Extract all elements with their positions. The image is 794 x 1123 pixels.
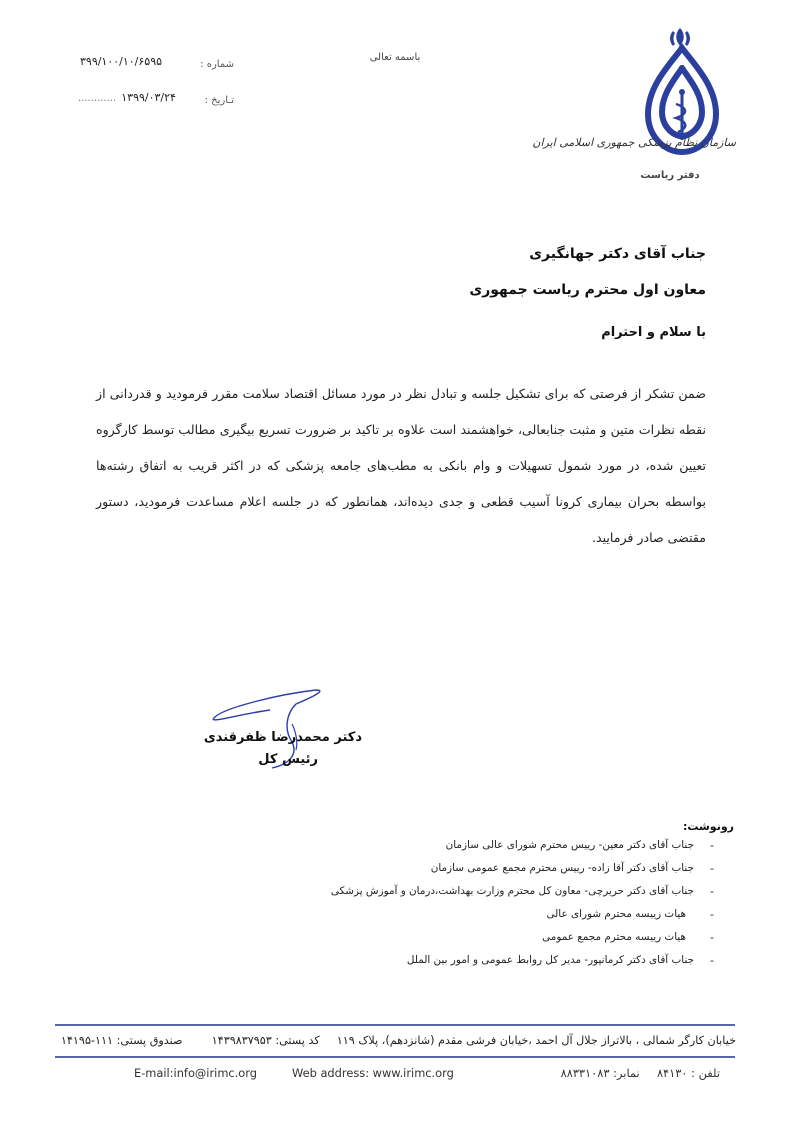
cc-item xyxy=(224,926,714,949)
fax: ۸۸۳۳۱۰۸۳ xyxy=(560,1066,610,1080)
postal-code-label: کد پستی: xyxy=(275,1034,320,1047)
footer-divider-2 xyxy=(55,1056,735,1058)
letter-body xyxy=(96,376,706,556)
date-label: تـاریخ : xyxy=(204,95,234,106)
office-name: دفتر ریاست xyxy=(640,170,700,181)
letter-date-value: ۱۳۹۹/۰۳/۲۴ xyxy=(121,91,176,104)
cc-list xyxy=(224,834,714,972)
letter-date-wrap xyxy=(78,86,176,105)
cc-item-text: هیات رییسه محترم مجمع عمومی xyxy=(542,931,686,943)
letter-date-label-wrap xyxy=(205,88,234,107)
email-address[interactable]: E-mail:info@irimc.org xyxy=(134,1066,257,1080)
phone: ۸۴۱۳۰ xyxy=(656,1066,688,1080)
invocation: باسمه تعالی xyxy=(369,52,421,63)
letter-number-value: ۳۹۹/۱۰۰/۱۰/۶۵۹۵ xyxy=(80,55,163,68)
footer-address: خیابان کارگر شمالی ، بالاتراز جلال آل احمد ،خیابان فرشی مقدم (شانزدهم)، پلاک ۱۱۹ xyxy=(336,1034,736,1047)
cc-item-text: جناب آقای دکتر حریرچی- معاون کل محترم وزارت بهداشت،درمان و آموزش پزشکی xyxy=(330,885,694,897)
body-paragraph: ضمن تشکر از فرصتی که برای تشکیل جلسه و تبادل نظر در مورد مسائل اقتصاد سلامت مقرر فرمودید و قدردانی از نقطه نظرات متین و مثبت جنابعالی، خواهشمند است علاوه بر تاکید بر ضرورت تسریع بیگیری مطالب توسط کارگروه تعیین شده، در مورد شمول تسهیلات و وام بانکی به مطب‌های جامعه پزشکی که در اکثر قریب به اتفاق رشته‌ها بواسطه بحران بیماری کرونا آسیب قطعی و جدی دیده‌اند، همانطور که در جلسه اعلام مساعدت فرمودید، دستور مقتضی صادر فرمایید. xyxy=(96,386,706,545)
footer-divider xyxy=(55,1024,735,1026)
cc-dash: - xyxy=(710,862,714,875)
cc-item-text: جناب آقای دکتر معین- رییس محترم شورای عالی سازمان xyxy=(445,839,694,851)
organization-name: سازمان نظام پزشکی جمهوری اسلامی ایران xyxy=(532,136,736,149)
postal-code: ۱۴۳۹۸۳۷۹۵۳ xyxy=(211,1034,272,1047)
fax-label: نمابر: xyxy=(613,1066,640,1080)
phone-label: تلفن : xyxy=(691,1066,720,1080)
footer-address-line xyxy=(61,1034,736,1047)
cc-item xyxy=(224,903,714,926)
cc-dash: - xyxy=(710,954,714,967)
cc-item xyxy=(224,834,714,857)
recipient-title: معاون اول محترم ریاست جمهوری xyxy=(469,282,706,298)
cc-item-text: جناب آقای دکتر آقا زاده- رییس محترم مجمع عمومی سازمان xyxy=(430,862,694,874)
recipient-name: جناب آقای دکتر جهانگیری xyxy=(529,246,706,262)
letter-number-value-wrap xyxy=(80,50,162,69)
date-dots: ............ xyxy=(78,93,117,104)
cc-title: رونوشت: xyxy=(682,820,734,833)
footer-phone-line xyxy=(561,1066,720,1080)
cc-item-text: هیات رییسه محترم شورای عالی xyxy=(546,908,686,920)
number-label: شماره : xyxy=(200,59,234,70)
cc-dash: - xyxy=(710,885,714,898)
signatory-name: دکتر محمدرضا ظفرقندی xyxy=(203,730,362,745)
cc-item xyxy=(224,949,714,972)
cc-item xyxy=(224,880,714,903)
letter-number-label xyxy=(200,52,234,71)
po-box: ۱۱۱-۱۴۱۹۵ xyxy=(60,1034,114,1047)
po-box-label: صندوق پستی: xyxy=(116,1034,183,1047)
cc-dash: - xyxy=(710,839,714,852)
web-address[interactable]: Web address: www.irimc.org xyxy=(292,1066,454,1080)
signatory-title: رئیس کل xyxy=(258,752,318,767)
cc-dash: - xyxy=(710,908,714,921)
cc-item xyxy=(224,857,714,880)
cc-item-text: جناب آقای دکتر کرمانپور- مدیر کل روابط عمومی و امور بین الملل xyxy=(406,954,694,966)
cc-dash: - xyxy=(710,931,714,944)
greeting: با سلام و احترام xyxy=(601,325,706,340)
